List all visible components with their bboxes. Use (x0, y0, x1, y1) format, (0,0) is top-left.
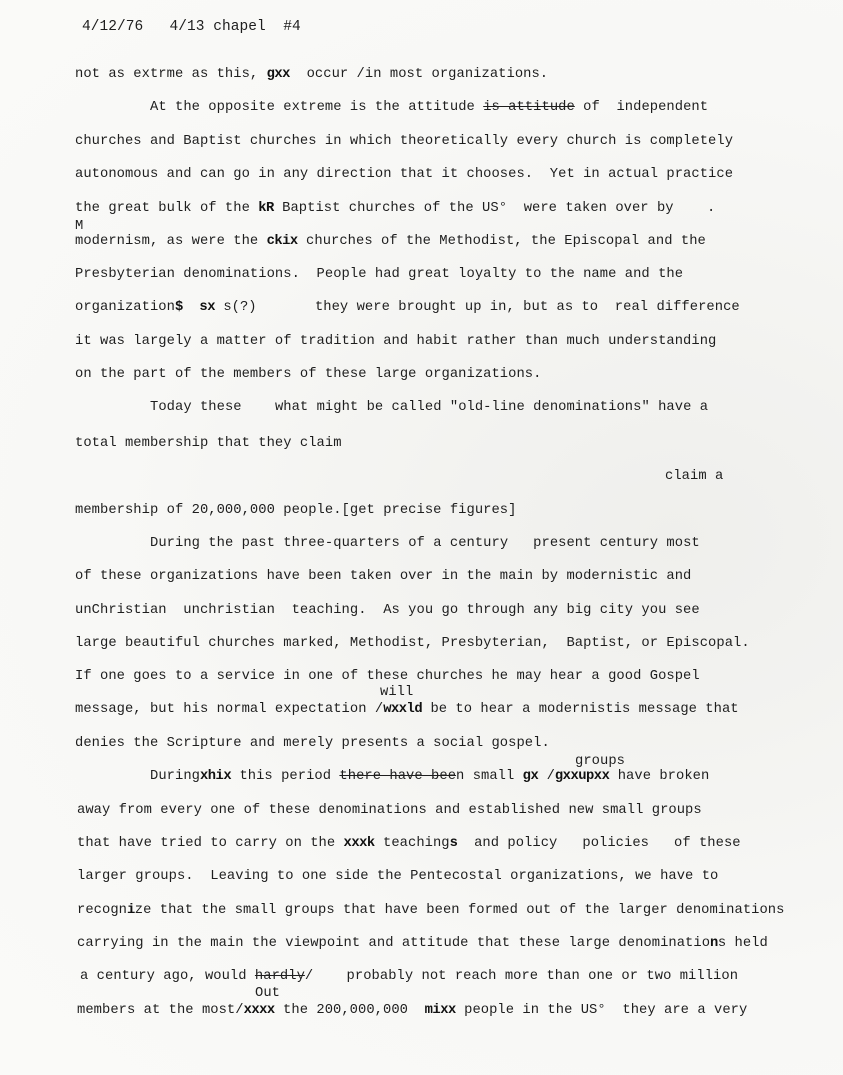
text-segment: a century ago, would (80, 969, 255, 984)
text-line (75, 503, 516, 519)
text-segment: and policy policies of these (457, 836, 741, 851)
text-segment: teaching (374, 836, 450, 851)
text-line (80, 969, 738, 985)
overtyped-text: wxxld (383, 702, 423, 717)
text-line (150, 536, 700, 552)
text-line (75, 736, 550, 752)
text-line (75, 219, 83, 235)
overtyped-text: xhix (199, 769, 232, 784)
text-line (380, 685, 413, 701)
text-segment: carrying in the main the viewpoint and attitude that these large denominatio (77, 936, 711, 951)
overtyped-text: gxx (266, 67, 290, 82)
text-segment: will (380, 685, 414, 700)
text-segment: it was largely a matter of tradition and habit rather than much understanding (75, 334, 717, 349)
text-segment: be to hear a modernistis message that (422, 702, 739, 717)
text-line (75, 669, 700, 685)
text-line (75, 569, 691, 585)
text-line (75, 334, 716, 350)
text-segment: churches and Baptist churches in which theoretically every church is completely (75, 134, 734, 149)
text-segment: During (150, 769, 200, 784)
text-segment: not as extrme as this, (75, 67, 267, 82)
text-segment: organization (75, 300, 175, 315)
text-line (75, 167, 733, 183)
text-segment: / (538, 769, 555, 784)
text-line (75, 300, 740, 316)
text-segment: denies the Scripture and merely presents a social gospel. (75, 736, 550, 751)
text-segment: groups (575, 754, 625, 769)
overtyped-text: s (449, 836, 458, 851)
text-line (75, 67, 548, 83)
text-segment: Baptist churches of the US° were taken over by . (273, 201, 716, 216)
overtyped-text: gx (522, 769, 539, 784)
text-segment: message, but his normal expectation / (75, 702, 384, 717)
text-line (75, 234, 706, 250)
text-segment: have broken (609, 769, 710, 784)
text-segment: Out (255, 986, 280, 1001)
overtyped-text: kR (258, 201, 274, 216)
text-line (150, 769, 709, 785)
text-segment: larger groups. Leaving to one side the Pentecostal organizations, we have to (77, 869, 719, 884)
text-segment (183, 300, 200, 315)
text-line (665, 469, 723, 485)
text-segment: At the opposite extreme is the attitude (150, 100, 484, 115)
text-segment: M (75, 219, 84, 234)
text-segment: If one goes to a service in one of these churches he may hear a good Gospel (75, 669, 700, 684)
overtyped-text: xxxk (343, 836, 375, 851)
page-header: 4/12/76 4/13 chapel #4 (82, 19, 301, 35)
text-segment: churches of the Methodist, the Episcopal and the (297, 234, 706, 249)
text-segment: large beautiful churches marked, Methodist, Presbyterian, Baptist, or Episcopal. (75, 636, 750, 651)
struck-text: there have bee (339, 769, 457, 784)
text-segment: on the part of the members of these large organizations. (75, 367, 542, 382)
overtyped-text: n (710, 936, 718, 951)
text-line (150, 400, 708, 416)
text-line (75, 267, 683, 283)
text-segment: ze that the small groups that have been formed out of the larger denominations (134, 903, 785, 918)
text-segment: Today these what might be called "old-line denominations" have a (150, 400, 709, 415)
text-segment: modernism, as were the (75, 234, 267, 249)
text-line (75, 436, 342, 452)
text-segment: claim a (665, 469, 724, 484)
overtyped-text: gxxupxx (554, 769, 610, 784)
overtyped-text: mixx (424, 1003, 456, 1018)
struck-text: is attitude (483, 100, 575, 115)
text-line (75, 134, 733, 150)
text-segment: s(?) they were brought up in, but as to real difference (214, 300, 740, 315)
text-line (75, 702, 739, 718)
text-segment: During the past three-quarters of a century present century most (150, 536, 700, 551)
text-segment: of independent (574, 100, 709, 115)
text-line (77, 903, 784, 919)
text-line (77, 803, 702, 819)
struck-text: hardly (254, 969, 305, 984)
text-segment: members at the most/ (77, 1003, 244, 1018)
overtyped-text: xxxx (243, 1003, 275, 1018)
text-segment: that have tried to carry on the (77, 836, 344, 851)
text-segment: total membership that they claim (75, 436, 342, 451)
text-segment: occur /in most organizations. (289, 67, 549, 82)
overtyped-text: i (126, 903, 135, 918)
text-segment: of these organizations have been taken over in the main by modernistic and (75, 569, 692, 584)
text-segment: this period (231, 769, 340, 784)
overtyped-text: sx (199, 300, 215, 315)
text-line (150, 100, 708, 116)
text-line (255, 986, 280, 1002)
text-segment: Presbyterian denominations. People had great loyalty to the name and the (75, 267, 684, 282)
text-segment: / probably not reach more than one or two million (304, 969, 739, 984)
text-line (77, 1003, 747, 1019)
text-line (575, 754, 625, 770)
text-line (75, 636, 750, 652)
text-segment: membership of 20,000,000 people.[get precise figures] (75, 503, 517, 518)
overtyped-text: $ (174, 300, 183, 315)
text-line (77, 869, 718, 885)
text-segment: the 200,000,000 (274, 1003, 425, 1018)
text-line (77, 836, 741, 852)
text-line (75, 367, 541, 383)
text-segment: n small (456, 769, 523, 784)
text-segment: people in the US° they are a very (455, 1003, 748, 1018)
text-segment: autonomous and can go in any direction that it chooses. Yet in actual practice (75, 167, 734, 182)
text-segment: recogn (77, 903, 127, 918)
text-segment: unChristian unchristian teaching. As you go through any big city you see (75, 603, 700, 618)
text-line (75, 201, 715, 217)
overtyped-text: ckix (266, 234, 298, 249)
text-segment: s held (717, 936, 768, 951)
text-line (75, 603, 700, 619)
text-line (77, 936, 768, 952)
text-segment: away from every one of these denominations and established new small groups (77, 803, 702, 818)
text-segment: the great bulk of the (75, 201, 259, 216)
